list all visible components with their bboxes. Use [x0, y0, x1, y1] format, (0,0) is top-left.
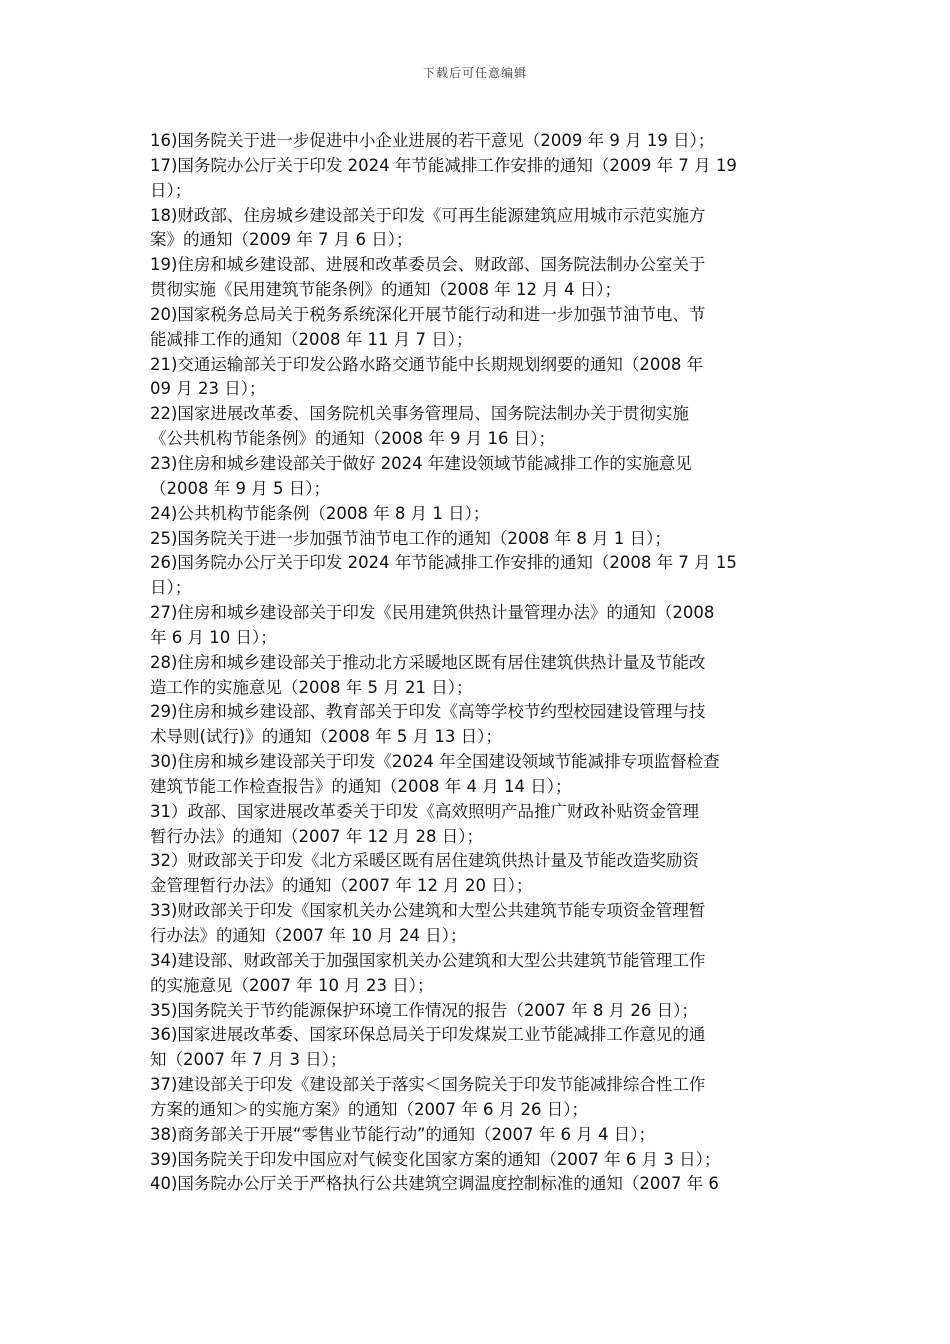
document-line: 造工作的实施意见（2008 年 5 月 21 日）；	[150, 677, 473, 697]
document-line: 能减排工作的通知（2008 年 11 月 7 日）；	[150, 329, 473, 349]
document-line: 暂行办法》的通知（2007 年 12 月 28 日）；	[150, 826, 483, 846]
document-line: 38)商务部关于开展“零售业节能行动”的通知（2007 年 6 月 4 日）；	[150, 1124, 655, 1144]
document-line: 方案的通知＞的实施方案》的通知（2007 年 6 月 26 日）；	[150, 1099, 588, 1119]
document-line: 行办法》的通知（2007 年 10 月 24 日）；	[150, 926, 467, 945]
document-line: 32）财政部关于印发《北方采暖区既有居住建筑供热计量及节能改造奖励资	[150, 851, 699, 871]
document-line: （2008 年 9 月 5 日）；	[150, 478, 330, 498]
document-line: 26)国务院办公厅关于印发 2024 年节能减排工作安排的通知（2008 年 7 月 15	[150, 553, 737, 573]
document-line: 33)财政部关于印发《国家机关办公建筑和大型公共建筑节能专项资金管理暂	[150, 901, 706, 921]
document-line: 29)住房和城乡建设部、教育部关于印发《高等学校节约型校园建设管理与技	[150, 702, 706, 722]
document-line: 39)国务院关于印发中国应对气候变化国家方案的通知（2007 年 6 月 3 日）；	[150, 1149, 721, 1169]
document-line: 知（2007 年 7 月 3 日）；	[150, 1050, 347, 1070]
page-header: 下载后可任意编辑	[422, 66, 527, 80]
document-line: 18)财政部、住房城乡建设部关于印发《可再生能源建筑应用城市示范实施方	[150, 205, 706, 225]
document-line: 27)住房和城乡建设部关于印发《民用建筑供热计量管理办法》的通知（2008	[150, 603, 715, 623]
document-line: 17)国务院办公厅关于印发 2024 年节能减排工作安排的通知（2009 年 7 月 19	[150, 155, 737, 175]
document-line: 19)住房和城乡建设部、进展和改革委员会、财政部、国务院法制办公室关于	[150, 255, 706, 275]
document-line: 24)公共机构节能条例（2008 年 8 月 1 日）；	[150, 503, 490, 523]
document-line: 35)国务院关于节约能源保护环境工作情况的报告（2007 年 8 月 26 日）；	[150, 1000, 698, 1020]
document-body	[150, 129, 802, 1197]
document-line: 贯彻实施《民用建筑节能条例》的通知（2008 年 12 月 4 日）；	[150, 280, 621, 300]
document-line: 案》的通知（2009 年 7 月 6 日）；	[150, 230, 413, 250]
document-line: 金管理暂行办法》的通知（2007 年 12 月 20 日）；	[150, 876, 533, 896]
document-line: 22)国家进展改革委、国务院机关事务管理局、国务院法制办关于贯彻实施	[150, 404, 689, 424]
document-line: 的实施意见（2007 年 10 月 23 日）；	[150, 975, 434, 995]
document-line: 建筑节能工作检查报告》的通知（2008 年 4 月 14 日）；	[150, 776, 572, 796]
document-line: 36)国家进展改革委、国家环保总局关于印发煤炭工业节能减排工作意见的通	[150, 1025, 706, 1045]
document-line: 30)住房和城乡建设部关于印发《2024 年全国建设领域节能减排专项监督检查	[150, 752, 720, 772]
document-line: 28)住房和城乡建设部关于推动北方采暖地区既有居住建筑供热计量及节能改	[150, 652, 706, 672]
document-line: 25)国务院关于进一步加强节油节电工作的通知（2008 年 8 月 1 日）；	[150, 528, 671, 548]
document-line: 21)交通运输部关于印发公路水路交通节能中长期规划纲要的通知（2008 年	[150, 354, 704, 374]
document-line: 日）；	[150, 578, 192, 598]
document-line: 年 6 月 10 日）；	[150, 627, 277, 647]
document-line: 34)建设部、财政部关于加强国家机关办公建筑和大型公共建筑节能管理工作	[150, 950, 706, 970]
document-line: 日）；	[150, 180, 192, 200]
document-line: 术导则(试行)》的通知（2008 年 5 月 13 日）；	[150, 727, 502, 747]
document-line: 31）政部、国家进展改革委关于印发《高效照明产品推广财政补贴资金管理	[150, 801, 699, 821]
document-line: 《公共机构节能条例》的通知（2008 年 9 月 16 日）；	[150, 429, 555, 449]
document-line: 40)国务院办公厅关于严格执行公共建筑空调温度控制标准的通知（2007 年 6	[150, 1174, 719, 1194]
document-line: 09 月 23 日）；	[150, 379, 266, 399]
document-line: 37)建设部关于印发《建设部关于落实＜国务院关于印发节能减排综合性工作	[150, 1075, 706, 1095]
document-line: 20)国家税务总局关于税务系统深化开展节能行动和进一步加强节油节电、节	[150, 304, 706, 324]
document-line: 23)住房和城乡建设部关于做好 2024 年建设领域节能减排工作的实施意见	[150, 453, 692, 473]
document-line: 16)国务院关于进一步促进中小企业进展的若干意见（2009 年 9 月 19 日）；	[150, 131, 715, 150]
